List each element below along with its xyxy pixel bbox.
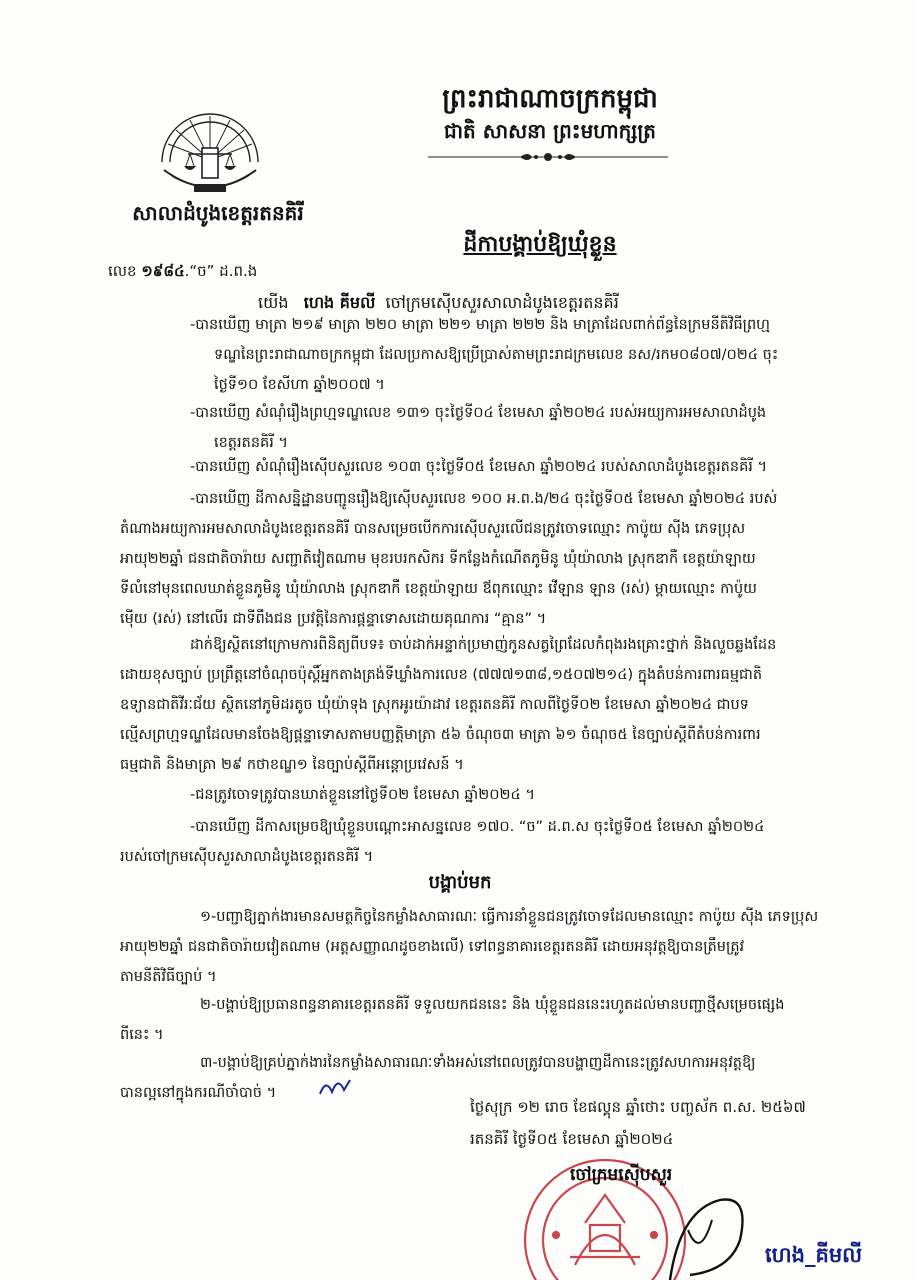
paragraph-line: -បានឃើញ ដីកាសន្និដ្ឋានបញ្ជូនរឿងឱ្យស៊ើបសួរលេខ ១០០ អ.ព.ង/២៤ ចុះថ្ងៃទី០៥ ខែមេសា ឆ្នាំ២០២៤ របស់	[190, 491, 778, 507]
kingdom-heading: ព្រះរាជាណាចក្រកម្ពុជា	[442, 84, 658, 114]
paragraph-line: របស់ចៅក្រមស៊ើបសួរសាលាដំបូងខេត្តរតនគិរី ។	[120, 849, 374, 865]
paragraph-line: -បានឃើញ សំណុំរឿងស៊ើបសួរលេខ ១០៣ ចុះថ្ងៃទី០៥ ខែមេសា ឆ្នាំ២០២៤ របស់សាលាដំបូងខេត្តរតនគិរី ។	[190, 459, 768, 475]
solar-date: រតនគិរី ថ្ងៃទី០៥ ខែមេសា ឆ្នាំ២០២៤	[470, 1130, 674, 1148]
reference-handwritten-number: ១៩៨៤	[141, 262, 185, 280]
document-title: ដីកាបង្គាប់ឱ្យឃុំខ្លួន	[463, 232, 617, 257]
order-line: ៣-បង្គាប់ឱ្យគ្រប់ភ្នាក់ងារនៃកម្លាំងសាធារណៈទាំងអស់នៅពេលត្រូវបានបង្ហាញដីកានេះត្រូវសហការអនុវត្តឱ្យ	[200, 1055, 756, 1071]
paragraph-line: -បានឃើញ សំណុំរឿងព្រហ្មទណ្ឌលេខ ១៣១ ចុះថ្ងៃទី០៤ ខែមេសា ឆ្នាំ២០២៤ របស់អយ្យការអមសាលាដំបូង	[190, 405, 767, 421]
order-item	[120, 902, 840, 992]
paragraph-line: -បានឃើញ ដីកាសម្រេចឱ្យឃុំខ្លួនបណ្តោះអាសន្នលេខ ១៧០. “ច” ដ.ព.ស ចុះថ្ងៃទី០៥ ខែមេសា ឆ្នាំ២០២៤	[190, 819, 765, 835]
recital-paragraph	[120, 484, 840, 634]
recital-paragraph	[150, 310, 830, 400]
order-line: ពីនេះ ។	[120, 1027, 164, 1043]
ornament-divider-icon	[428, 150, 668, 164]
judge-title: ចៅក្រមស៊ើបសួរ	[570, 1165, 673, 1185]
paragraph-line: ខេត្តរតនគិរី ។	[214, 435, 288, 451]
order-item	[120, 990, 840, 1050]
order-line: តាមនីតិវិធីច្បាប់ ។	[120, 969, 217, 985]
recital-paragraph	[150, 398, 830, 458]
judge-name: ហេង_គីមលី	[765, 1243, 863, 1267]
recital-paragraph	[120, 812, 840, 872]
intro-we: យើង	[258, 293, 289, 312]
paragraph-line: អាយុ២២ឆ្នាំ ជនជាតិចារ៉ាយ សញ្ជាតិវៀតណាម មុខរបរកសិករ ទីកន្លែងកំណើតភូមិនូ ឃុំយ៉ាលាង ស្រុកឌាកឺ ខេត្តយ៉ាឡាយ	[120, 551, 756, 567]
order-line: បានល្អនៅក្នុងករណីចាំបាច់ ។	[120, 1085, 277, 1101]
intro-judge-name: ហេង គីមលី	[303, 293, 376, 312]
intro-judge-role: ចៅក្រមស៊ើបសួរសាលាដំបូងខេត្តរតនគិរី	[385, 293, 619, 312]
lunar-date: ថ្ងៃសុក្រ ១២ រោច ខែផល្គុន ឆ្នាំថោះ បញ្ចស័ក ព.ស. ២៥៦៧	[470, 1098, 806, 1116]
paragraph-line: -បានឃើញ មាត្រា ២១៩ មាត្រា ២២០ មាត្រា ២២១ មាត្រា ២២២ និង មាត្រាដែលពាក់ព័ន្ធនៃក្រមនីតិវិធីព្រហ្ម	[190, 317, 770, 333]
paragraph-line: ធម្មជាតិ និងមាត្រា ២៩ កថាខណ្ឌ១ នៃច្បាប់ស្តីពីអន្តោប្រវេសន៍ ។	[120, 757, 464, 773]
reference-number	[108, 262, 257, 284]
national-motto: ជាតិ សាសនា ព្រះមហាក្សត្រ	[444, 119, 656, 143]
paragraph-line: ម៉ើយ (រស់) នៅលើរ ជាទីពឹងជន ប្រវត្តិនៃការផ្តន្ទាទោសដោយគុណការ “គ្មាន” ។	[120, 611, 547, 627]
paragraph-line: ដោយខុសច្បាប់ ប្រព្រឹត្តនៅចំណុចប៉ុស្តិ៍អ្នកតាងត្រង់ទីឃ្លាំងការលេខ (៧៧៧១៣៨,១៥០៧២១៤) ក្នុងតំបន់ការពារធម្មជាតិ	[120, 667, 763, 683]
recital-paragraph	[150, 452, 830, 482]
order-line: ១-បញ្ជាឱ្យភ្នាក់ងារមានសមត្ថកិច្ចនៃកម្លាំងសាធារណៈ ធ្វើការនាំខ្លួនជនត្រូវចោទដែលមានឈ្មោះ កាប៉ូយ ស៊ីង ភេទប្រុស	[200, 909, 819, 925]
court-emblem-icon	[150, 92, 270, 204]
order-heading: បង្គាប់មក	[428, 872, 492, 893]
paragraph-line: ដាក់ឱ្យស្ថិតនៅក្រោមការពិនិត្យពីបទ៖ ចាប់ដាក់អន្ទាក់ប្រមាញ់កូនសត្វព្រៃដែលកំពុងរងគ្រោះថ្នាក់ និងលួចឆ្លងដែន	[190, 637, 777, 653]
paragraph-line: ល្មើសព្រហ្មទណ្ឌដែលមានចែងឱ្យផ្តន្ទាទោសតាមបញ្ញត្តិមាត្រា ៥៦ ចំណុច៣ មាត្រា ៦១ ចំណុច៥ នៃច្បាប់ស្តីពីតំបន់ការពារ	[120, 727, 761, 743]
order-line: ២-បង្គាប់ឱ្យប្រធានពន្ធនាគារខេត្តរតនគិរី ទទួលយកជននេះ និង ឃុំខ្លួនជននេះរហូតដល់មានបញ្ជាថ្មីសម្រេចផ្សេង	[200, 997, 785, 1013]
recital-paragraph	[150, 780, 830, 810]
charge-paragraph	[120, 630, 840, 780]
order-line: អាយុ២២ឆ្នាំ ជនជាតិចារ៉ាយវៀតណាម (អត្តសញ្ញាណដូចខាងលើ) ទៅពន្ធនាគារខេត្តរតនគិរី ដោយអនុវត្តឱ្យបានត្រឹមត្រូវ	[120, 939, 745, 955]
paragraph-line: ឧទ្យានជាតិវីរៈជ័យ ស្ថិតនៅភូមិដរតូច ឃុំយ៉ាទុង ស្រុកអូរយ៉ាដាវ ខេត្តរតនគិរី កាលពីថ្ងៃទី០២ ខែមេសា ឆ្នាំ២០២៤ ជាបទ	[120, 697, 749, 713]
paragraph-line: ទីលំនៅមុនពេលឃាត់ខ្លួនភូមិនូ ឃុំយ៉ាលាង ស្រុកឌាកឺ ខេត្តយ៉ាឡាយ ឪពុកឈ្មោះ វើឡាន ឡាន (រស់) ម្តាយឈ្មោះ កាប៉ូយ	[120, 581, 757, 597]
paragraph-line: -ជនត្រូវចោទត្រូវបានឃាត់ខ្លួននៅថ្ងៃទី០២ ខែមេសា ឆ្នាំ២០២៤ ។	[190, 787, 535, 803]
reference-suffix: .“ច” ដ.ព.ង	[184, 262, 258, 280]
paragraph-line: តំណាងអយ្យការអមសាលាដំបូងខេត្តរតនគិរី បានសម្រេចបើកការស៊ើបសួរលើជនត្រូវចោទឈ្មោះ កាប៉ូយ ស៊ីង ភេទប្រុស	[120, 521, 746, 537]
paragraph-line: ទណ្ឌនៃព្រះរាជាណាចក្រកម្ពុជា ដែលប្រកាសឱ្យប្រើប្រាស់តាមព្រះរាជក្រមលេខ នស/រកម០៨០៧/០២៤ ចុះ	[214, 347, 779, 363]
reference-prefix: លេខ	[108, 262, 137, 280]
initial-mark-icon	[316, 1074, 356, 1102]
paragraph-line: ថ្ងៃទី១០ ខែសីហា ឆ្នាំ២០០៧ ។	[214, 377, 385, 393]
court-name: សាលាដំបូងខេត្តរតនគិរី	[132, 201, 304, 225]
